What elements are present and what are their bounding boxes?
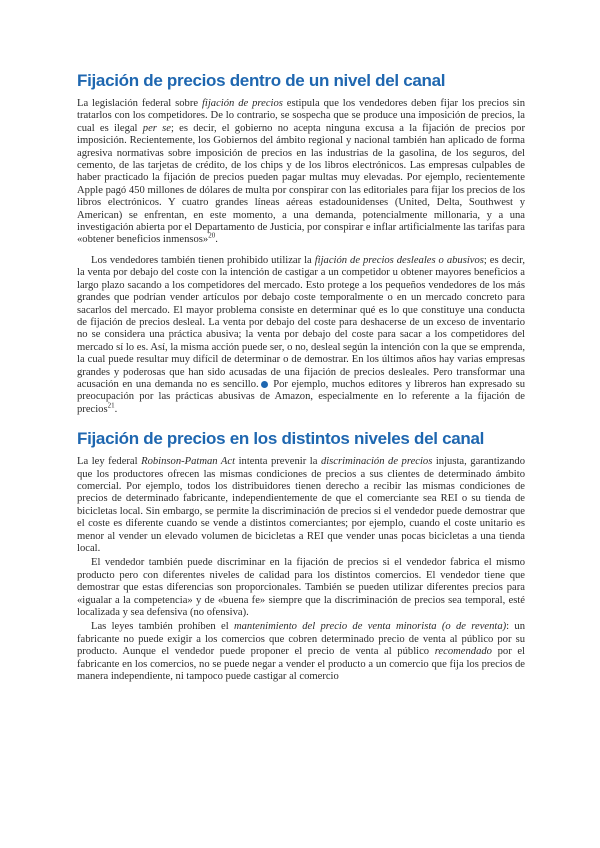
text-run: La legislación federal sobre [77, 98, 202, 109]
body-paragraph [77, 456, 525, 555]
section-heading: Fijación de precios en los distintos niveles del canal [77, 429, 485, 449]
body-paragraph [77, 621, 525, 683]
emphasis-term: Robinson-Patman Act [141, 456, 236, 468]
emphasis-term: per se [142, 122, 171, 134]
section-heading: Fijación de precios dentro de un nivel del canal [77, 71, 446, 90]
section-price-fixing-within-channel [77, 70, 525, 416]
text-run: ; es decir, la venta por debajo del coste con la intención de castigar a un competidor u obtener mayores beneficios a largo plazo sacando a los competidores del mercado. Esto protege a los pequeños vendedores de los más grandes que podrían vender artículos por debajo coste temporalmente o en un mercado concreto para sacarlos del mercado. El mayor problema consiste en determinar qué es lo que constituye una conducta de fijación de precios desleal. La venta por debajo del coste para deshacerse de un exceso de inventario no se considera una práctica abusiva; la venta por debajo del coste para sacar a los competidores del mercado sí lo es. Así, la misma acción puede ser, o no, desleal según la intención con la que se emprenda, la cual puede resultar muy difícil de determinar o de demostrar. En los últimos años hay varias empresas grandes y poderosas que han sido acusadas de una fijación de precios desleales. Pero transformar una acusación en una demanda no es sencillo. [77, 254, 525, 390]
body-paragraph [77, 98, 525, 247]
body-paragraph: El vendedor también puede discriminar en la fijación de precios si el vendedor fabrica el mismo producto pero con diferentes niveles de calidad para los distintos comercios. El vendedor tiene que demostrar que estas diferencias son proporcionales. También se pueden utilizar diferentes precios para «igualar a la competencia» y de «buena fe» siempre que la discriminación de precios sea temporal, esté localizada y sea defensiva (no ofensiva). [77, 557, 525, 619]
footnote-ref: 20 [208, 231, 216, 240]
text-run: injusta, garantizando que los productores ofrecen las mismas condiciones de precios a sus clientes de determinado ámbito comercial. Por ejemplo, todos los distribuidores tienen derecho a recibir las mismas condiciones de precios de determinado fabricante, independientemente de que el comerciante sea REI o su tienda de bicicletas local. Sin embargo, se permite la discriminación de precios si el vendedor puede demostrar que el coste es diferente cuando se vende a distintos comerciantes; por ejemplo, cuando el coste unitario es menor al vender un elevado volumen de bicicletas a REI que vender unas pocas bicicletas a una tienda local. [77, 456, 525, 554]
text-run: : un fabricante no puede exigir a los comercios que cobren determinado precio de venta al público por su producto. Aunque el vendedor puede proponer el precio de venta al público [77, 621, 526, 658]
emphasis-term: recomendado [434, 646, 492, 658]
emphasis-term: discriminación de precios [320, 456, 433, 468]
text-run: Por ejemplo, muchos editores y libreros han expresado su preocupación por las prácticas abusivas de Amazon, especialmente en lo referente a la fijación de precios [77, 378, 525, 415]
document-page [77, 70, 525, 683]
text-run: Los vendedores también tienen prohibido utilizar la [91, 254, 315, 266]
text-run: . [114, 403, 118, 415]
text-run: intenta prevenir la [235, 456, 321, 468]
emphasis-term: fijación de precios [201, 98, 283, 109]
margin-marker-icon [261, 381, 268, 388]
emphasis-term: fijación de precios desleales o abusivos [314, 254, 484, 266]
emphasis-term: mantenimiento del precio de venta minorista (o de reventa) [233, 621, 507, 633]
footnote-ref: 21 [107, 401, 115, 410]
text-run: ; es decir, el gobierno no acepta ninguna excusa a la fijación de precios por imposición. Recientemente, los Gobiernos del ámbito regional y nacional también han aplicado de forma agresiva normativas sobre imposición de precios en las industrias de la gasolina, de los seguros, del cemento, de las tarjetas de crédito, de los chips y de los libros electrónicos. Las empresas culpables de haber practicado la fijación de precios pueden pagar multas muy elevadas. Por ejemplo, recientemente Apple pagó 450 millones de dólares de multa por conspirar con las editoriales para fijar los precios de los libros electrónicos. Y cuatro grandes líneas aéreas estadounidenses (United, Delta, Southwest y American) se enfrentan, en este momento, a una demanda, potencialmente millonaria, y a una investigación abierta por el Departamento de Justicia, por conspirar e inflar artificialmente las tarifas para «obtener beneficios inmensos» [77, 122, 525, 246]
text-run: La ley federal [77, 456, 142, 468]
body-paragraph [77, 255, 525, 416]
text-run: estipula que los vendedores deben fijar los precios sin tratarlos con los competidores. De lo contrario, se sospecha que se produce una imposición de precios, la cual es ilegal [77, 98, 525, 134]
section-price-fixing-across-channel [77, 428, 525, 683]
text-run: . [215, 234, 218, 246]
text-run: Las leyes también prohíben el [91, 621, 234, 633]
text-run: por el fabricante en los comercios, no se puede negar a vender el producto a un comercio que fija los precios de manera independiente, ni tampoco puede castigar al comercio [77, 646, 525, 683]
